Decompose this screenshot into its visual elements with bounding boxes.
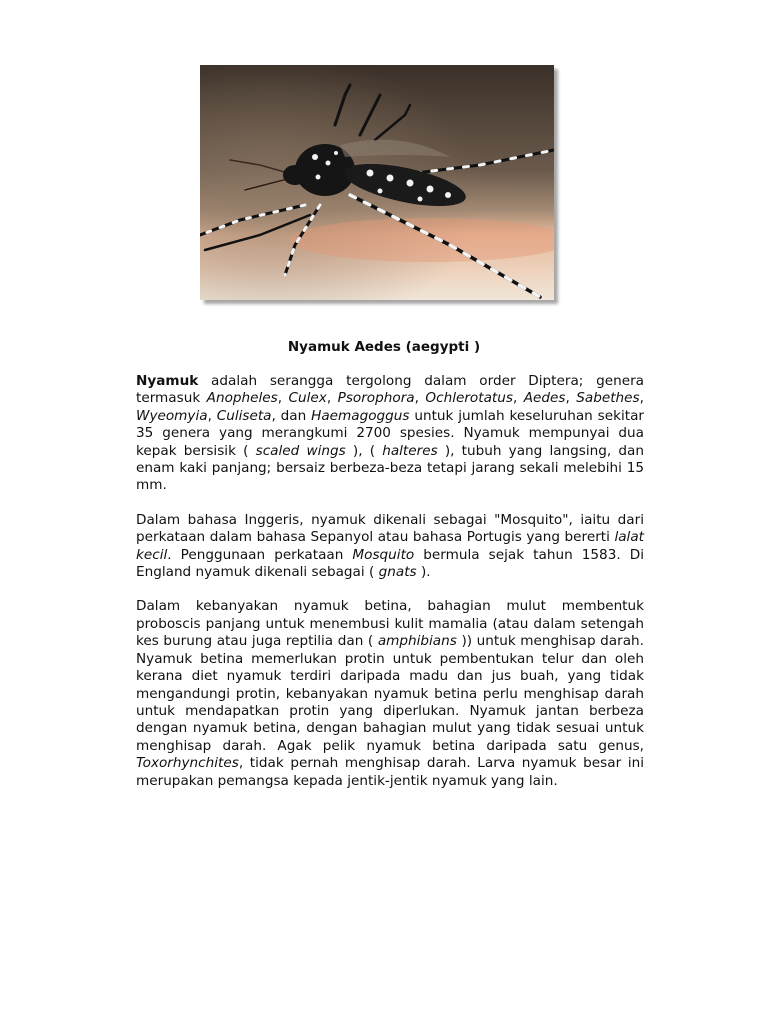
italic-term: Haemagoggus — [311, 407, 410, 424]
italic-term: Culiseta — [216, 407, 272, 424]
text-run: untuk jumlah keseluruhan sekitar 35 genera yang merangkumi 2700 spesies. Nyamuk mempunyai dua kepak bersisik ( — [136, 407, 644, 459]
italic-term: amphibians — [377, 633, 457, 650]
text-run: ), ( — [345, 442, 383, 459]
paragraph-etymology — [136, 512, 644, 582]
italic-term: Toxorhynchites — [136, 755, 239, 772]
paragraph-feeding — [136, 598, 644, 789]
text-run: ). — [416, 564, 431, 581]
italic-term: Anopheles — [206, 390, 278, 407]
italic-term: gnats — [378, 564, 417, 581]
text-run: , — [414, 390, 426, 407]
text-run: , dan — [271, 407, 312, 424]
italic-term: scaled wings — [255, 442, 346, 459]
text-run: bermula sejak tahun 1583. Di England nyamuk dikenali sebagai ( — [136, 546, 644, 581]
figure-caption: Nyamuk Aedes (aegypti ) — [287, 339, 481, 355]
italic-term: Sabethes — [576, 390, 640, 407]
italic-term: halteres — [382, 442, 438, 459]
italic-term: Wyeomyia — [136, 407, 208, 424]
bold-term: Nyamuk — [136, 373, 199, 389]
text-run: , — [326, 390, 338, 407]
article-body — [136, 373, 644, 807]
text-run: Dalam bahasa Inggeris, nyamuk dikenali sebagai "Mosquito", iaitu dari perkataan dalam bahasa Sepanyol atau bahasa Portugis yang bererti — [136, 511, 644, 546]
italic-term: Psorophora — [337, 390, 415, 407]
paragraph-intro — [136, 373, 644, 495]
text-run: , — [207, 407, 217, 424]
text-run: ), tubuh yang langsing, dan enam kaki panjang; bersaiz berbeza-beza tetapi jarang sekali melebihi 15 mm. — [136, 442, 644, 494]
text-run: , — [565, 390, 577, 407]
italic-term: Aedes — [523, 390, 566, 407]
text-run: adalah serangga tergolong dalam order Diptera; genera termasuk — [136, 373, 644, 407]
mosquito-illustration — [200, 65, 554, 300]
text-run: Dalam kebanyakan nyamuk betina, bahagian mulut membentuk proboscis panjang untuk menembusi kulit mamalia (atau dalam setengah kes burung atau juga reptilia dan ( — [136, 598, 644, 650]
text-run: , — [639, 390, 644, 407]
text-run: . Penggunaan perkataan — [167, 546, 353, 563]
text-run: , — [277, 390, 289, 407]
text-run: , tidak pernah menghisap darah. Larva nyamuk besar ini merupakan pemangsa kepada jentik-jentik nyamuk yang lain. — [136, 755, 644, 789]
italic-term: Mosquito — [352, 546, 415, 563]
italic-term: Ochlerotatus — [425, 390, 513, 407]
mosquito-photo — [200, 65, 554, 300]
italic-term: Culex — [288, 390, 327, 407]
italic-term: lalat kecil — [136, 529, 644, 563]
text-run: )) untuk menghisap darah. Nyamuk betina memerlukan protin untuk pembentukan telur dan oleh kerana diet nyamuk terdiri daripada madu dan jus buah, yang tidak mengandungi protin, kebanyakan nyamuk betina perlu menghisap darah untuk mendapatkan protin yang diperlukan. Nyamuk jantan berbeza dengan nyamuk betina, dengan bahagian mulut yang tidak sesuai untuk menghisap darah. Agak pelik nyamuk betina daripada satu genus, — [136, 633, 644, 754]
text-run: , — [512, 390, 524, 407]
